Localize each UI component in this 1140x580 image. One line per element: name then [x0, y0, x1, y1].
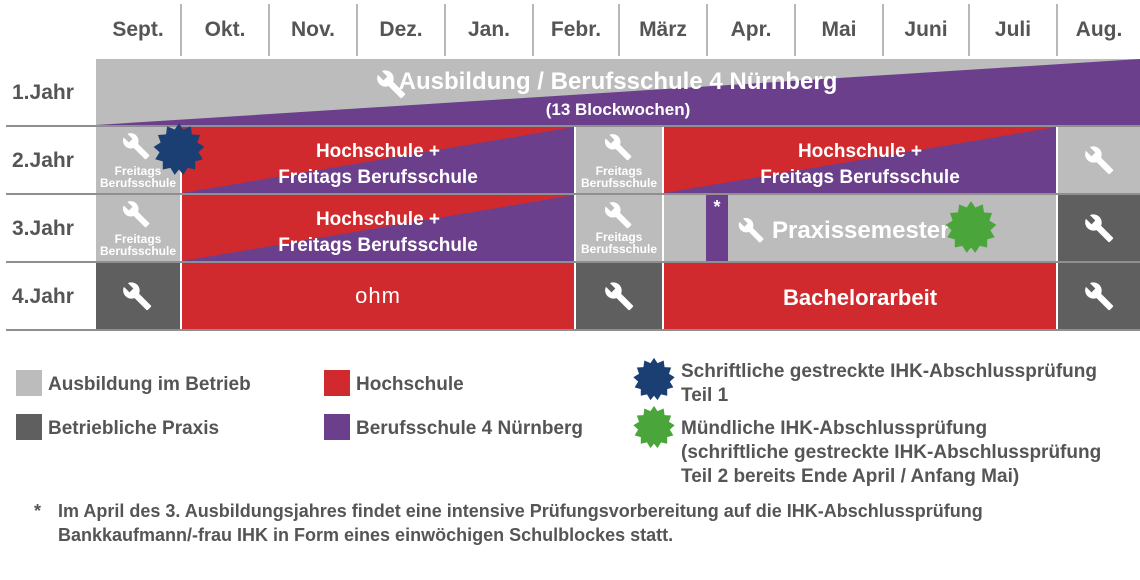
bachelorarbeit-label: Bachelorarbeit	[782, 285, 938, 310]
wrench-icon	[602, 199, 634, 231]
month-label: Juli	[994, 18, 1032, 41]
wrench-icon	[602, 131, 634, 163]
legend-label-pruefung2-sub2: Teil 2 bereits Ende April / Anfang Mai)	[681, 466, 1020, 487]
row1-subtitle: (13 Blockwochen)	[545, 100, 691, 119]
month-label: Dez.	[379, 18, 423, 41]
pencil-badge-icon	[632, 405, 676, 449]
legend-label-hochschule: Hochschule	[356, 374, 464, 395]
hochschule-block	[664, 127, 1056, 193]
ohm-block	[182, 263, 574, 329]
freitags-label: Freitags	[114, 164, 162, 178]
freitags-cell	[96, 195, 180, 261]
betrieb-cell	[1058, 127, 1140, 193]
footnote-line2: Bankkaufmann/-frau IHK in Form eines einwöchigen Schulblockes statt.	[58, 525, 674, 545]
pencil-badge-icon	[632, 357, 676, 401]
legend-label-pruefung1-sub: Teil 1	[681, 385, 729, 406]
hochschule-line2: Freitags Berufsschule	[278, 235, 478, 256]
legend-label-betrieb: Ausbildung im Betrieb	[48, 374, 251, 395]
row1-block	[96, 59, 1140, 125]
legend-label-pruefung2-sub1: (schriftliche gestreckte IHK-Abschlussprüfung	[681, 442, 1102, 463]
year-label: 3.Jahr	[12, 217, 74, 240]
footnote-star: *	[34, 501, 42, 521]
wrench-icon	[120, 130, 152, 162]
wrench-icon	[736, 215, 766, 245]
legend-swatch-betrieb	[16, 370, 42, 396]
year-label: 2.Jahr	[12, 149, 74, 172]
freitags-label: Freitags	[595, 230, 643, 244]
wrench-icon	[602, 279, 636, 313]
praxissemester-label: Praxissemester	[772, 217, 950, 244]
wrench-icon	[1082, 279, 1116, 313]
month-label: Febr.	[550, 18, 602, 41]
bachelorarbeit-block	[664, 263, 1056, 329]
month-label: Aug.	[1075, 18, 1123, 41]
praxis-cell	[576, 263, 662, 329]
freitags-cell	[576, 195, 662, 261]
month-label: Nov.	[291, 18, 335, 41]
year-label: 4.Jahr	[12, 285, 74, 308]
month-label: März	[639, 18, 687, 41]
pencil-badge-icon	[152, 122, 206, 176]
footnote-line1: Im April des 3. Ausbildungsjahres findet eine intensive Prüfungsvorbereitung auf die IHK-Abschlussprüfung	[58, 501, 983, 521]
row1-title: Ausbildung / Berufsschule 4 Nürnberg	[398, 68, 838, 95]
legend-label-praxis: Betriebliche Praxis	[48, 418, 220, 439]
freitags-cell	[576, 127, 662, 193]
praxis-cell	[96, 263, 180, 329]
month-label: Mai	[821, 18, 857, 41]
year-label: 1.Jahr	[12, 81, 74, 104]
asterisk-mark: *	[713, 197, 721, 217]
legend-label-pruefung2: Mündliche IHK-Abschlussprüfung	[681, 418, 988, 439]
legend-swatch-hochschule	[324, 370, 350, 396]
hochschule-line2: Freitags Berufsschule	[760, 167, 960, 188]
legend-label-berufsschule: Berufsschule 4 Nürnberg	[356, 418, 583, 439]
ohm-logo: ohm	[355, 283, 401, 308]
hochschule-line1: Hochschule +	[315, 141, 441, 162]
month-label: Jan.	[467, 18, 511, 41]
month-label: Sept.	[112, 18, 164, 41]
hochschule-line1: Hochschule +	[797, 141, 923, 162]
berufsschule-week	[706, 195, 728, 261]
berufsschule-label: Berufsschule	[580, 176, 658, 190]
wrench-icon	[120, 198, 152, 230]
praxis-cell	[1058, 263, 1140, 329]
wrench-icon	[1082, 211, 1116, 245]
row-divider	[6, 329, 1140, 331]
hochschule-line2: Freitags Berufsschule	[278, 167, 478, 188]
pencil-badge-icon	[944, 200, 998, 254]
praxis-cell	[1058, 195, 1140, 261]
month-label: Okt.	[204, 18, 246, 41]
berufsschule-label: Berufsschule	[580, 242, 658, 256]
berufsschule-label: Berufsschule	[99, 244, 177, 258]
freitags-label: Freitags	[114, 232, 162, 246]
wrench-icon	[120, 279, 154, 313]
berufsschule-label: Berufsschule	[99, 176, 177, 190]
legend-label-pruefung1: Schriftliche gestreckte IHK-Abschlussprüfung	[681, 361, 1097, 382]
month-label: Juni	[904, 18, 948, 41]
hochschule-block	[182, 127, 574, 193]
wrench-icon	[1082, 143, 1116, 177]
legend-swatch-praxis	[16, 414, 42, 440]
month-label: Apr.	[730, 18, 772, 41]
legend-swatch-berufsschule	[324, 414, 350, 440]
freitags-label: Freitags	[595, 164, 643, 178]
hochschule-block	[182, 195, 574, 261]
hochschule-line1: Hochschule +	[315, 209, 441, 230]
